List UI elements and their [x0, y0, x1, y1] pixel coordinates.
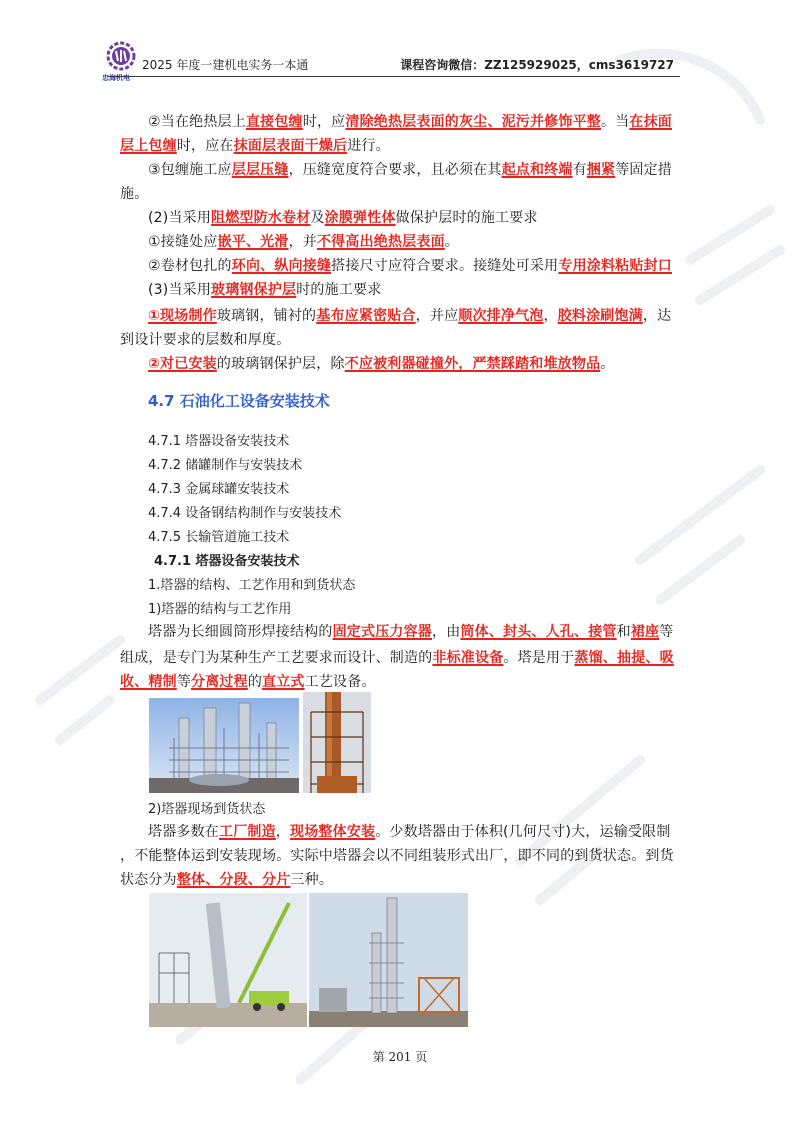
crane-lifting-photo	[149, 893, 307, 1027]
paragraph-line: 塔器为长细圆筒形焊接结构的固定式压力容器，由筒体、封头、人孔、接管和裙座等	[148, 624, 674, 640]
contact-info: 课程咨询微信：ZZ125929025，cms3619727	[400, 58, 674, 72]
paragraph-line: 状态分为整体、分段、分片三种。	[120, 872, 334, 888]
paragraph-line: ②卷材包扎的环向、纵向接缝搭接尺寸应符合要求。接缝处可采用专用涂料粘贴封口	[148, 258, 672, 274]
toc-item: 4.7.5 长输管道施工技术	[148, 530, 290, 545]
book-title: 2025 年度一建机电实务一本通	[142, 58, 309, 72]
paragraph-line: 施。	[120, 186, 149, 202]
section-title: 4.7 石油化工设备安装技术	[148, 392, 330, 410]
toc-item: 4.7.3 金属球罐安装技术	[148, 482, 290, 497]
paragraph-line: 收、精制等分离过程的直立式工艺设备。	[120, 674, 376, 690]
paragraph-line: (3)当采用玻璃钢保护层时的施工要求	[148, 282, 382, 298]
paragraph-line: ①现场制作玻璃钢，铺衬的基布应紧密贴合，并应顺次排净气泡，胶料涂刷饱满，达	[148, 308, 672, 324]
paragraph-line: 组成，是专门为某种生产工艺要求而设计、制造的非标准设备。塔是用于蒸馏、抽提、吸	[120, 650, 674, 666]
completed-towers-photo	[309, 893, 468, 1027]
paragraph-line: ②对已安装的玻璃钢保护层，除不应被利器碰撞外，严禁踩踏和堆放物品。	[148, 356, 615, 372]
paragraph-line: ②当在绝热层上直接包缠时，应清除绝热层表面的灰尘、泥污并修饰平整。当在抹面	[148, 114, 672, 130]
sub-item: 2)塔器现场到货状态	[148, 802, 266, 817]
page-number: 第 201 页	[372, 1050, 428, 1064]
paragraph-line: (2)当采用阻燃型防水卷材及涂膜弹性体做保护层时的施工要求	[148, 210, 538, 226]
paragraph-line: ①接缝处应嵌平、光滑，并不得高出绝热层表面。	[148, 234, 459, 250]
page-header	[102, 42, 680, 82]
toc-item: 4.7.4 设备钢结构制作与安装技术	[148, 506, 342, 521]
paragraph-line: ③包缠施工应层层压缝，压缝宽度符合要求，且必须在其起点和终端有捆紧等固定措	[148, 162, 672, 178]
toc-item: 4.7.2 储罐制作与安装技术	[148, 458, 303, 473]
paragraph-line: 到设计要求的层数和厚度。	[120, 332, 291, 348]
logo-text: 忠海机电	[102, 74, 130, 82]
refinery-photo	[149, 698, 299, 793]
sub-item: 1)塔器的结构与工艺作用	[148, 602, 292, 617]
toc-item: 4.7.1 塔器设备安装技术	[148, 434, 290, 449]
paragraph-line: 层上包缠时，应在抹面层表面干燥后进行。	[120, 138, 390, 154]
logo-icon	[104, 40, 138, 74]
tower-closeup-photo	[303, 692, 371, 793]
sub-item: 1.塔器的结构、工艺作用和到货状态	[148, 578, 356, 593]
sub-heading: 4.7.1 塔器设备安装技术	[154, 554, 300, 569]
paragraph-line: ，不能整体运到安装现场。实际中塔器会以不同组装形式出厂，即不同的到货状态。到货	[120, 848, 674, 864]
paragraph-line: 塔器多数在工厂制造，现场整体安装。少数塔器由于体积(几何尺寸)大，运输受限制	[148, 824, 671, 840]
